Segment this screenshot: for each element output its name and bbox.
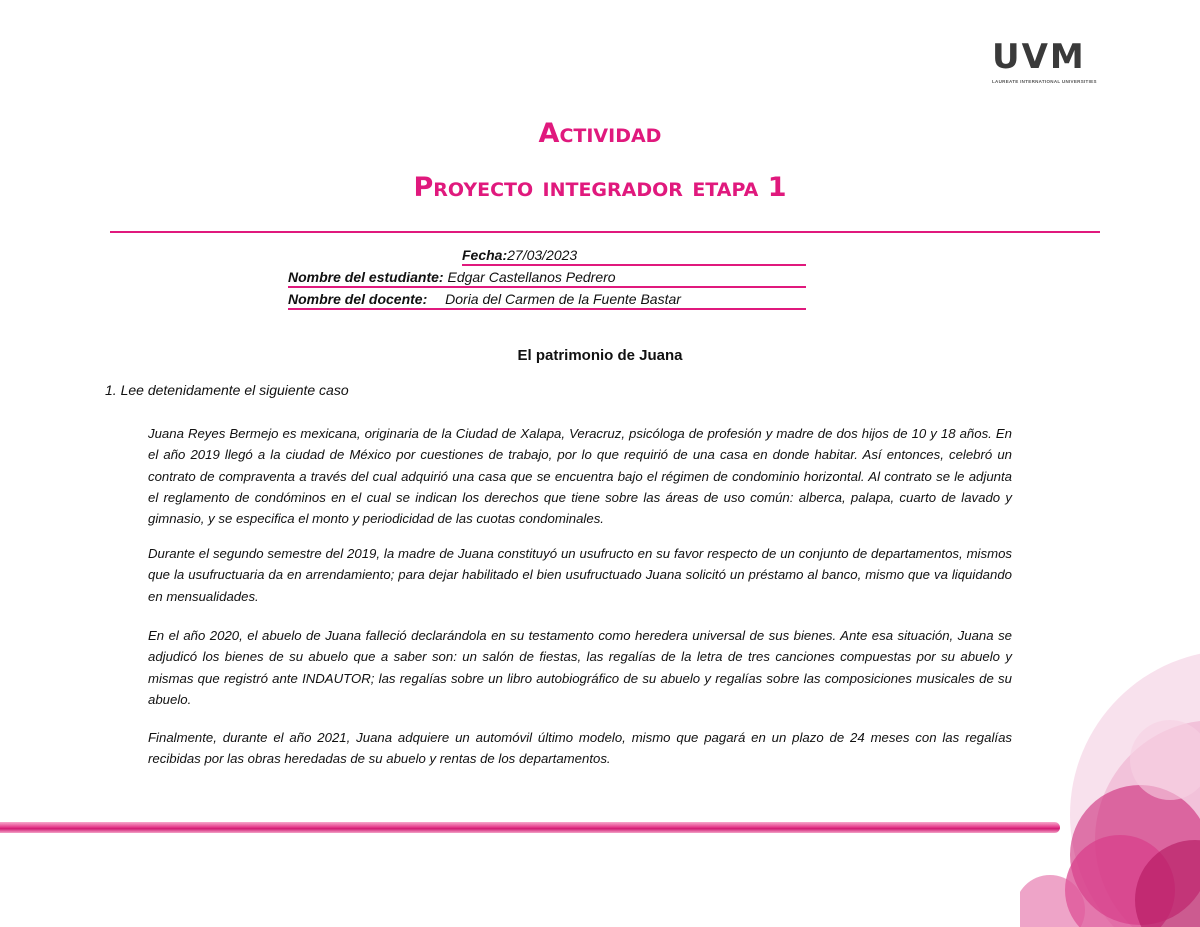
section-title: El patrimonio de Juana [517, 347, 683, 364]
case-paragraph: En el año 2020, el abuelo de Juana falleció declarándola en su testamento como heredera universal de sus bienes. Ante esa situación, Juana se adjudicó los bienes de su abuelo que a saber son: un salón de fiestas, las regalías de la letra de tres canciones compuestas por su abuelo y mismas que registró ante INDAUTOR; las regalías sobre un libro autobiográfico de su abuelo y regalías sobre las composiciones musicales de su abuelo. [148, 628, 1012, 707]
footer-band [0, 822, 1060, 833]
teacher-label: Nombre del docente: [288, 291, 428, 307]
logo-subtitle: LAUREATE INTERNATIONAL UNIVERSITIES [992, 79, 1097, 84]
teacher-value: Doria del Carmen de la Fuente Bastar [445, 291, 681, 307]
student-field [288, 268, 806, 288]
page-subtitle: Proyecto integrador etapa 1 [413, 172, 787, 203]
decorative-circles [1020, 640, 1200, 927]
case-paragraph: Finalmente, durante el año 2021, Juana adquiere un automóvil último modelo, mismo que pagará en un plazo de 24 meses con las regalías recibidas por las obras heredadas de su abuelo y rentas de los departamentos. [148, 730, 1012, 767]
page-title: Actividad [538, 118, 662, 149]
student-value: Edgar Castellanos Pedrero [447, 269, 616, 285]
student-label: Nombre del estudiante: [288, 269, 444, 285]
uvm-logo [992, 37, 1097, 92]
title-divider [110, 231, 1100, 233]
date-value: 27/03/2023 [507, 247, 578, 263]
case-paragraph: Juana Reyes Bermejo es mexicana, originaria de la Ciudad de Xalapa, Veracruz, psicóloga de profesión y madre de dos hijos de 10 y 18 años. En el año 2019 llegó a la ciudad de México por cuestiones de trabajo, por lo que requirió de una casa en donde habitar. Así entonces, celebró un contrato de compraventa a través del cual adquirió una casa que se encuentra bajo el régimen de condominio horizontal. Al contrato se le adjunta el reglamento de condóminos en el cual se indican los derechos que tiene sobre las áreas de uso común: alberca, palapa, cuarto de lavado y gimnasio, y se especifica el monto y periodicidad de las cuotas condominales. [148, 426, 1012, 527]
question-heading: 1. Lee detenidamente el siguiente caso [105, 382, 349, 398]
case-paragraph: Durante el segundo semestre del 2019, la madre de Juana constituyó un usufructo en su favor respecto de un conjunto de departamentos, mismos que la usufructuaria da en arrendamiento; para dejar habilitado el bien usufructuado Juana solicitó un préstamo al banco, mismo que va liquidando en mensualidades. [148, 546, 1012, 604]
date-field [462, 246, 806, 266]
date-label: Fecha: [462, 247, 508, 263]
logo-text: UVM [992, 37, 1086, 77]
teacher-field [288, 290, 806, 310]
